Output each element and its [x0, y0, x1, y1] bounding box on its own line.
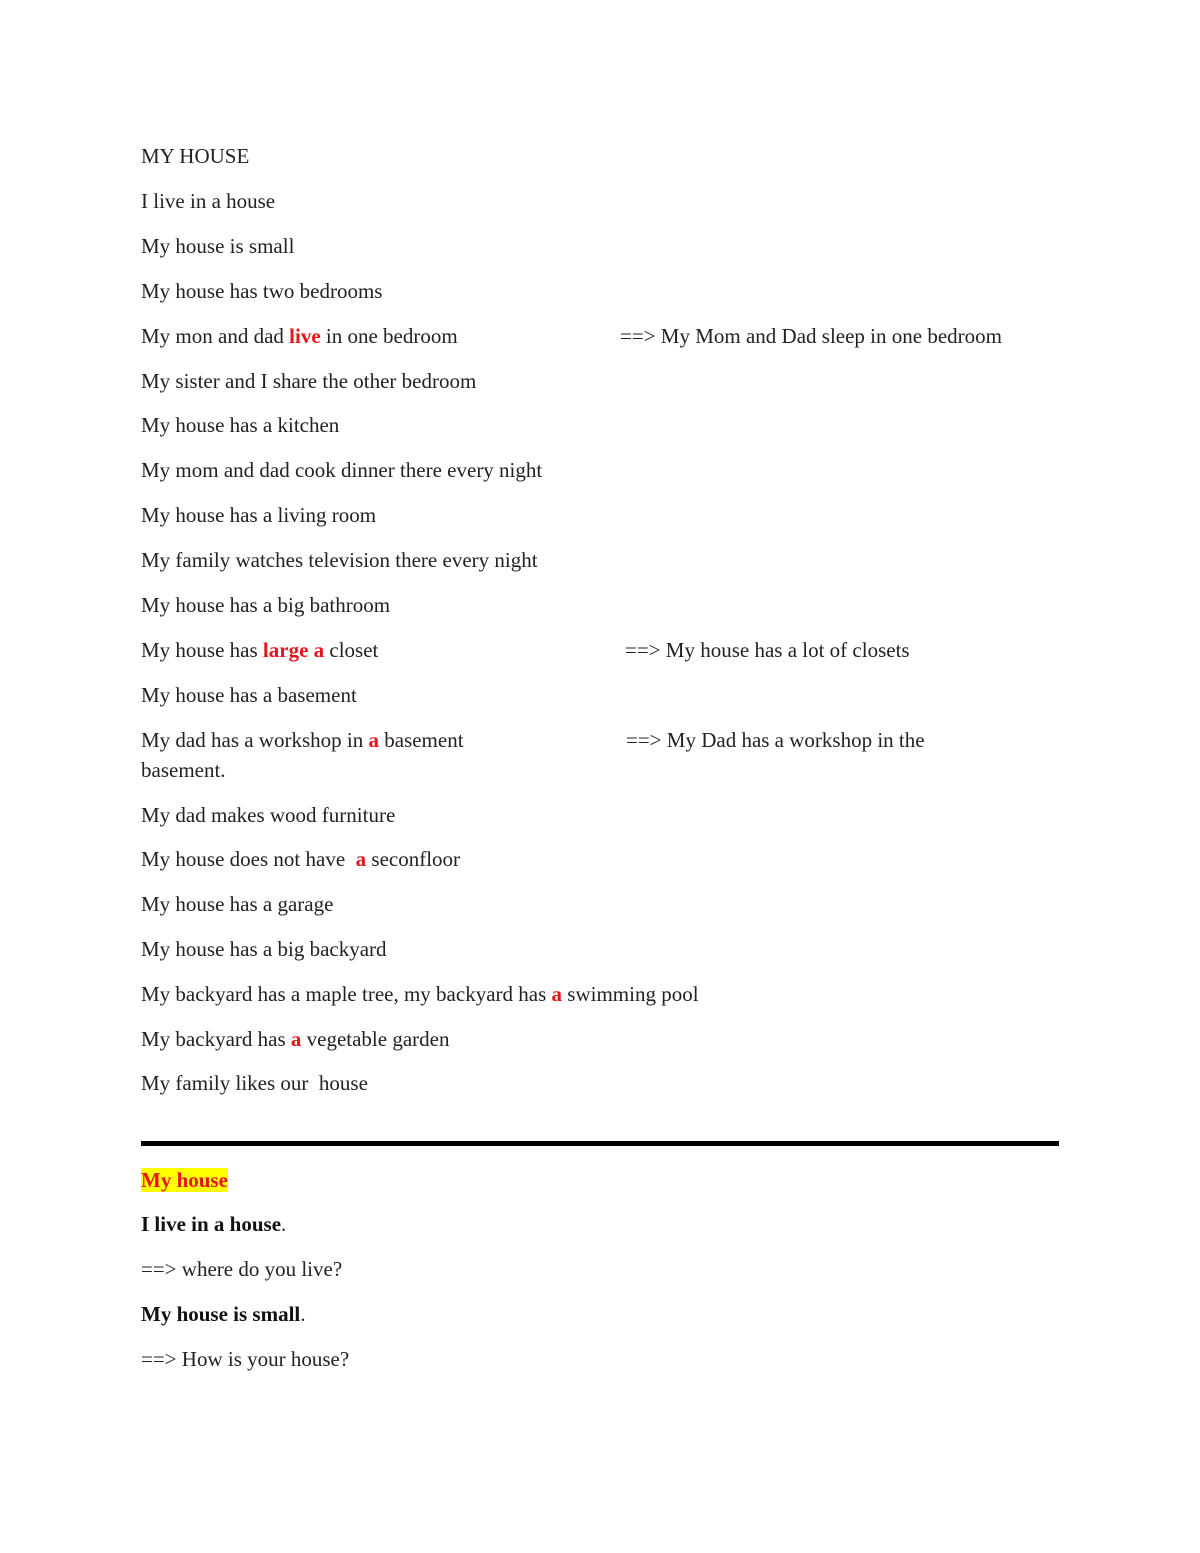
error-highlight: large a: [262, 638, 325, 662]
sentence-text: My house does not have: [141, 847, 356, 871]
horizontal-divider: [141, 1141, 1059, 1146]
error-highlight: a: [290, 1027, 302, 1051]
section-heading: [141, 1167, 228, 1193]
sentence: [141, 323, 458, 349]
sentence: [141, 727, 464, 753]
sentence-text: swimming pool: [562, 982, 699, 1006]
sentence-text: basement: [378, 728, 464, 752]
correction: ==> My Mom and Dad sleep in one bedroom: [620, 324, 1002, 348]
sentence: My house has a big bathroom: [141, 593, 391, 617]
sentence-text: My backyard has: [141, 1027, 291, 1051]
error-highlight: live: [289, 324, 321, 348]
highlighted-heading: My house: [141, 1168, 228, 1192]
question-prompt: ==> How is your house?: [141, 1347, 350, 1371]
period: .: [300, 1302, 306, 1326]
sentence-text: closet: [324, 638, 379, 662]
sentence: My sister and I share the other bedroom: [141, 369, 477, 393]
sentence-text: vegetable garden: [301, 1027, 450, 1051]
sentence: My house has two bedrooms: [141, 279, 383, 303]
sentence: My family watches television there every night: [141, 548, 538, 572]
sentence: I live in a house: [141, 189, 276, 213]
correction: ==> My house has a lot of closets: [625, 638, 910, 662]
document-title: MY HOUSE: [141, 144, 250, 168]
correction: ==> My Dad has a workshop in the: [626, 728, 925, 752]
sentence: My house has a kitchen: [141, 413, 340, 437]
sentence: My dad makes wood furniture: [141, 803, 396, 827]
error-highlight: a: [551, 982, 563, 1006]
sentence-text: in one bedroom: [320, 324, 458, 348]
question-prompt: ==> where do you live?: [141, 1257, 343, 1281]
sentence-text: seconfloor: [366, 847, 461, 871]
sentence: My house is small: [141, 234, 295, 258]
sentence-text: My dad has a workshop in: [141, 728, 369, 752]
sentence: My house has a living room: [141, 503, 377, 527]
sentence: [141, 981, 699, 1007]
bold-sentence: I live in a house: [141, 1212, 282, 1236]
sentence: [141, 1026, 449, 1052]
sentence: [141, 637, 378, 663]
sentence: My house has a garage: [141, 892, 334, 916]
correction-continuation: basement.: [141, 758, 226, 782]
sentence: My house has a basement: [141, 683, 357, 707]
sentence: [141, 846, 460, 872]
question-sentence: [141, 1301, 306, 1327]
sentence: My house has a big backyard: [141, 937, 387, 961]
error-highlight: a: [368, 728, 379, 752]
sentence: My family likes our house: [141, 1071, 368, 1095]
period: .: [281, 1212, 287, 1236]
sentence-text: My backyard has a maple tree, my backyard has: [141, 982, 552, 1006]
question-sentence: [141, 1211, 286, 1237]
sentence-text: My house has: [141, 638, 263, 662]
error-highlight: a: [355, 847, 367, 871]
bold-sentence: My house is small: [141, 1302, 301, 1326]
sentence-text: My mon and dad: [141, 324, 290, 348]
sentence: My mom and dad cook dinner there every night: [141, 458, 543, 482]
